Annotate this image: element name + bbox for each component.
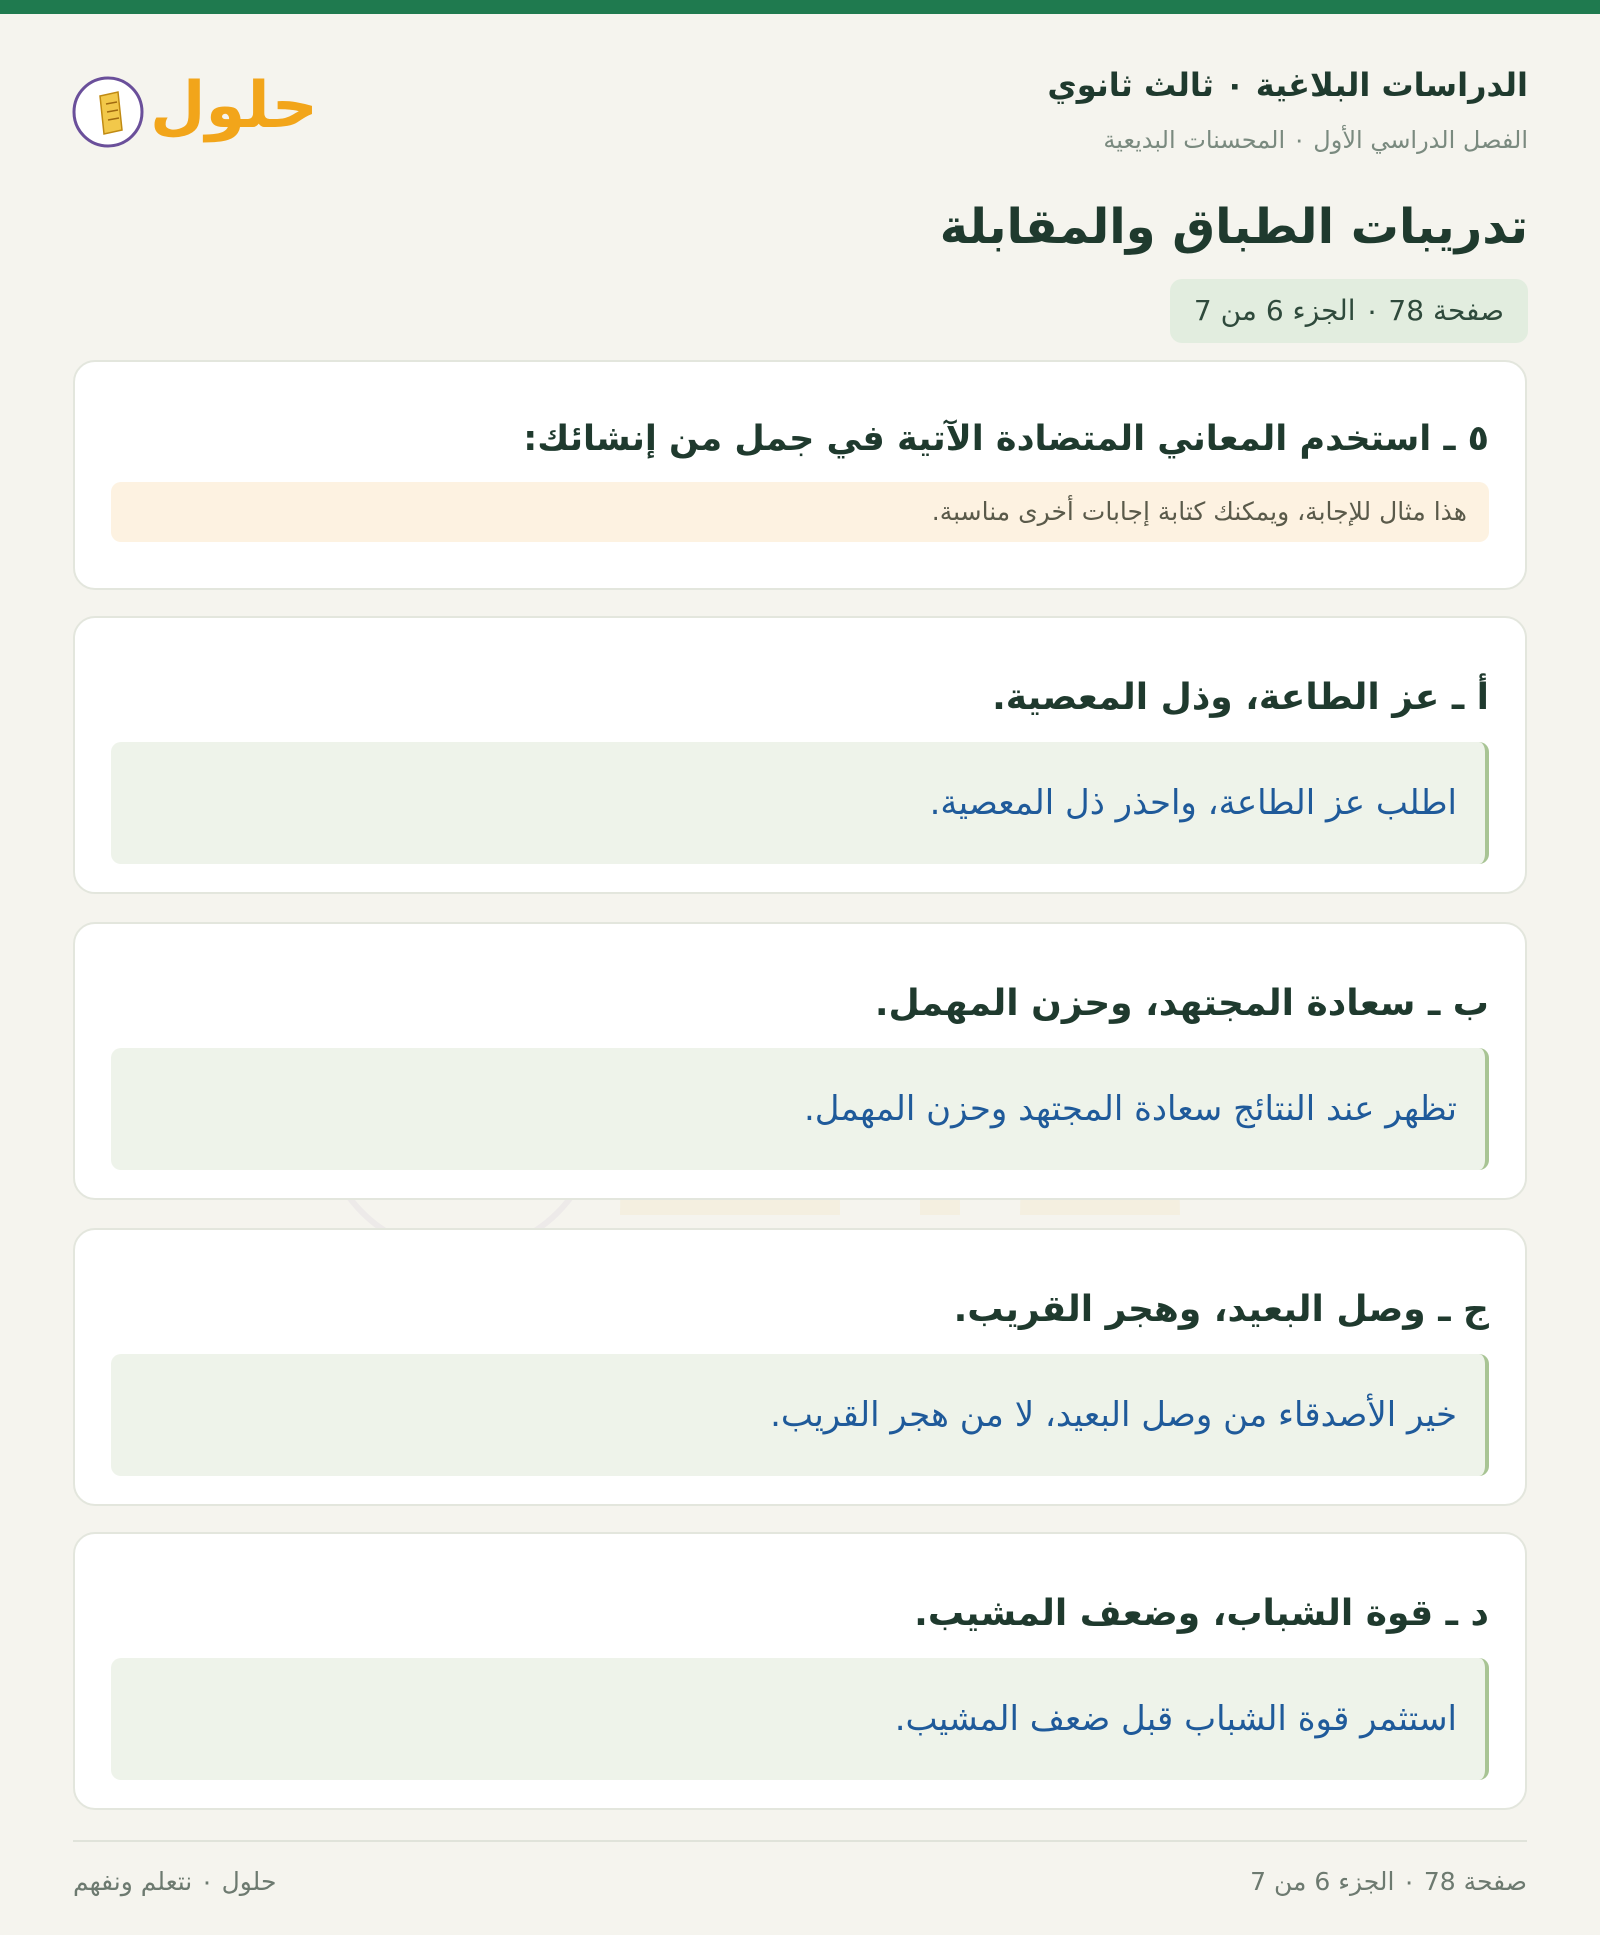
top-accent-bar	[0, 0, 1600, 14]
item-prompt: ج ـ وصل البعيد، وهجر القريب.	[953, 1289, 1489, 1330]
page-info-badge: صفحة 78 ٠ الجزء 6 من 7	[1170, 279, 1528, 343]
footer-page-info: صفحة 78 ٠ الجزء 6 من 7	[1250, 1867, 1527, 1896]
item-prompt: ب ـ سعادة المجتهد، وحزن المهمل.	[874, 983, 1489, 1024]
item-answer: خير الأصدقاء من وصل البعيد، لا من هجر القريب.	[111, 1354, 1489, 1476]
item-prompt: أ ـ عز الطاعة، وذل المعصية.	[992, 677, 1489, 718]
item-card	[73, 922, 1527, 1200]
item-card	[73, 1228, 1527, 1506]
page-header	[528, 55, 1528, 343]
logo-text: حلول	[150, 69, 318, 143]
item-answer: استثمر قوة الشباب قبل ضعف المشيب.	[111, 1658, 1489, 1780]
item-card	[73, 616, 1527, 894]
footer-divider	[73, 1840, 1527, 1842]
subject-heading: الدراسات البلاغية ٠ ثالث ثانوي	[1047, 66, 1528, 104]
answer-note: هذا مثال للإجابة، ويمكنك كتابة إجابات أخرى مناسبة.	[111, 482, 1489, 542]
semester-subtitle: الفصل الدراسي الأول ٠ المحسنات البديعية	[1103, 126, 1528, 154]
question-text: ٥ ـ استخدم المعاني المتضادة الآتية في جمل من إنشائك:	[523, 419, 1489, 459]
item-answer: تظهر عند النتائج سعادة المجتهد وحزن المهمل.	[111, 1048, 1489, 1170]
item-prompt: د ـ قوة الشباب، وضعف المشيب.	[914, 1593, 1489, 1634]
page-title: تدريبات الطباق والمقابلة	[939, 199, 1528, 255]
hulool-logo	[70, 62, 318, 162]
item-answer: اطلب عز الطاعة، واحذر ذل المعصية.	[111, 742, 1489, 864]
footer-brand: حلول ٠ نتعلم ونفهم	[73, 1867, 277, 1896]
question-card	[73, 360, 1527, 590]
item-card	[73, 1532, 1527, 1810]
